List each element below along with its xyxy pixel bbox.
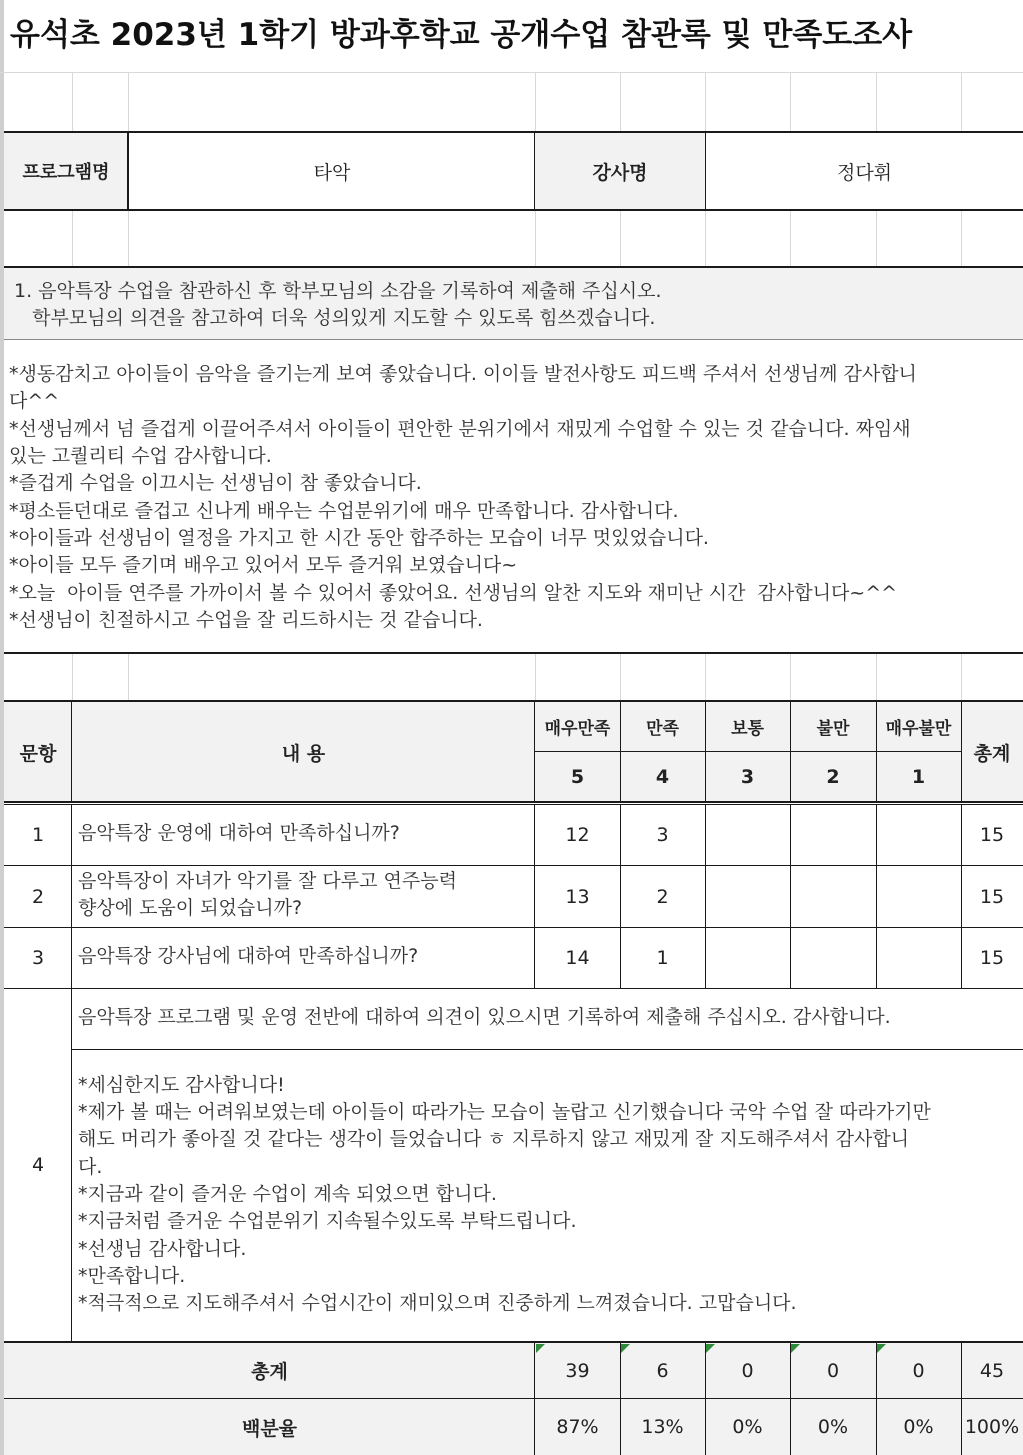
comment-line: 다^^ bbox=[9, 390, 60, 412]
count-cell bbox=[876, 805, 961, 865]
comment-line: 해도 머리가 좋아질 것 같다는 생각이 들었습니다 ㅎ 지루하지 않고 재밌게 잘 지도해주셔서 감사합니 bbox=[78, 1128, 910, 1150]
summary-percent-label: 백분율 bbox=[241, 1417, 298, 1440]
rating-label: 만족 bbox=[646, 719, 679, 739]
border bbox=[876, 702, 877, 802]
summary-total-cell: 0 bbox=[741, 1359, 754, 1382]
border bbox=[961, 805, 962, 988]
instructor-label: 강사명 bbox=[535, 133, 705, 209]
row-total: 15 bbox=[979, 885, 1005, 908]
summary-total-cell: 39 bbox=[565, 1359, 590, 1382]
border bbox=[790, 805, 791, 988]
summary-percent-cell: 87% bbox=[556, 1416, 599, 1438]
comment-line: *세심한지도 감사합니다! bbox=[78, 1074, 285, 1096]
row-question: 음악특장 강사님에 대하여 만족하십니까? bbox=[78, 945, 419, 967]
border bbox=[876, 1343, 877, 1455]
row-question: 음악특장이 자녀가 악기를 잘 다루고 연주능력 bbox=[78, 870, 457, 892]
rating-label: 보통 bbox=[731, 719, 764, 739]
rating-score: 2 bbox=[826, 766, 840, 788]
rating-score: 3 bbox=[740, 766, 755, 788]
gridline bbox=[961, 210, 962, 267]
instructor-value: 정다휘 bbox=[836, 161, 893, 184]
program-label: 프로그램명 bbox=[4, 133, 128, 209]
border bbox=[620, 805, 621, 988]
row-number: 1 bbox=[31, 824, 45, 846]
count-cell: 14 bbox=[565, 947, 590, 969]
comment-line: 다. bbox=[78, 1156, 103, 1178]
row-number: 3 bbox=[31, 947, 45, 969]
row-number: 2 bbox=[31, 885, 45, 908]
page-title: 유석초 2023년 1학기 방과후학교 공개수업 참관록 및 만족도조사 bbox=[10, 17, 913, 53]
summary-total-cell: 0 bbox=[912, 1359, 925, 1382]
gridline bbox=[790, 210, 791, 267]
gridline bbox=[535, 210, 536, 267]
count-cell bbox=[790, 928, 876, 988]
count-cell bbox=[790, 805, 876, 865]
count-cell: 2 bbox=[656, 885, 669, 908]
rating-label: 매우만족 bbox=[544, 719, 611, 739]
gridline bbox=[961, 653, 962, 701]
count-cell bbox=[790, 866, 876, 927]
gridline bbox=[535, 72, 536, 132]
gridline bbox=[620, 653, 621, 701]
count-cell: 1 bbox=[656, 947, 669, 969]
count-cell: 13 bbox=[565, 885, 590, 908]
summary-total-cell: 0 bbox=[826, 1359, 840, 1382]
formula-marker-icon bbox=[621, 1344, 630, 1353]
row-total: 15 bbox=[979, 947, 1005, 969]
border bbox=[876, 805, 877, 988]
summary-percent-cell: 0% bbox=[903, 1416, 934, 1438]
divider bbox=[4, 339, 1023, 340]
border bbox=[4, 209, 1023, 211]
section1-line: 1. 음악특장 수업을 참관하신 후 학부모님의 소감을 기록하여 제출해 주십시오. bbox=[14, 280, 662, 302]
gridline bbox=[705, 653, 706, 701]
program-value: 타악 bbox=[313, 161, 351, 184]
gridline bbox=[705, 72, 706, 132]
rating-score: 4 bbox=[655, 766, 670, 788]
summary-total-label: 총계 bbox=[251, 1361, 288, 1383]
border bbox=[705, 805, 706, 988]
gridline bbox=[876, 210, 877, 267]
gridline bbox=[128, 210, 129, 267]
q4-prompt: 음악특장 프로그램 및 운영 전반에 대하여 의견이 있으시면 기록하여 제출해 주십시오. 감사합니다. bbox=[78, 1006, 891, 1028]
col-total-header: 총계 bbox=[973, 742, 1011, 765]
border bbox=[790, 702, 791, 802]
count-cell bbox=[705, 866, 790, 927]
summary-total-cell: 6 bbox=[656, 1359, 669, 1382]
comment-line: *선생님이 친절하시고 수업을 잘 리드하시는 것 같습니다. bbox=[9, 609, 483, 631]
border bbox=[4, 988, 1023, 989]
gridline bbox=[72, 72, 73, 132]
row-question: 향상에 도움이 되었습니까? bbox=[78, 897, 303, 919]
border bbox=[534, 1343, 535, 1455]
gridline bbox=[72, 653, 73, 701]
count-cell bbox=[705, 805, 790, 865]
comment-line: *아이들 모두 즐기며 배우고 있어서 모두 즐거워 보였습니다~ bbox=[9, 554, 518, 576]
formula-marker-icon bbox=[791, 1344, 800, 1353]
comment-line: *선생님께서 넘 즐겁게 이끌어주셔서 아이들이 편안한 분위기에서 재밌게 수업할 수 있는 것 같습니다. 짜임새 bbox=[9, 418, 911, 440]
comment-line: *아이들과 선생님이 열정을 가지고 한 시간 동안 합주하는 모습이 너무 멋있었습니다. bbox=[9, 527, 709, 549]
gridline bbox=[620, 210, 621, 267]
border bbox=[705, 1343, 706, 1455]
comment-line: *적극적으로 지도해주셔서 수업시간이 재미있으며 진중하게 느껴졌습니다. 고맙습니다. bbox=[78, 1292, 797, 1314]
gridline bbox=[790, 653, 791, 701]
gridline bbox=[876, 72, 877, 132]
gridline bbox=[0, 72, 1023, 73]
col-content-header: 내 용 bbox=[281, 742, 326, 765]
comment-line: *즐겁게 수업을 이끄시는 선생님이 참 좋았습니다. bbox=[9, 472, 422, 494]
comment-line: *지금처럼 즐거운 수업분위기 지속될수있도록 부탁드립니다. bbox=[78, 1210, 577, 1232]
rating-label: 매우불만 bbox=[885, 719, 952, 739]
gridline bbox=[535, 653, 536, 701]
comment-line: *오늘 아이들 연주를 가까이서 볼 수 있어서 좋았어요. 선생님의 알찬 지도와 재미난 시간 감사합니다~^^ bbox=[9, 582, 898, 604]
rating-score: 1 bbox=[911, 766, 926, 788]
section1-line: 학부모님의 의견을 참고하여 더욱 성의있게 지도할 수 있도록 힘쓰겠습니다. bbox=[14, 307, 656, 329]
border bbox=[534, 805, 535, 988]
comment-line: 있는 고퀄리티 수업 감사합니다. bbox=[9, 445, 272, 467]
gridline bbox=[876, 653, 877, 701]
q4-number: 4 bbox=[31, 1154, 45, 1176]
count-cell bbox=[876, 928, 961, 988]
comment-line: *만족합니다. bbox=[78, 1265, 186, 1287]
gridline bbox=[620, 72, 621, 132]
summary-percent-cell: 13% bbox=[641, 1416, 684, 1438]
border bbox=[620, 702, 621, 802]
border bbox=[620, 1343, 621, 1455]
gridline bbox=[72, 210, 73, 267]
formula-marker-icon bbox=[536, 1344, 545, 1353]
rating-score: 5 bbox=[570, 766, 585, 788]
gridline bbox=[128, 72, 129, 132]
row-total: 15 bbox=[979, 824, 1005, 846]
formula-marker-icon bbox=[706, 1344, 715, 1353]
comment-line: *지금과 같이 즐거운 수업이 계속 되었으면 합니다. bbox=[78, 1183, 497, 1205]
border bbox=[790, 1343, 791, 1455]
border bbox=[4, 652, 1023, 654]
count-cell: 3 bbox=[656, 824, 669, 846]
count-cell: 12 bbox=[565, 824, 590, 846]
gridline bbox=[790, 72, 791, 132]
summary-percent-cell: 0% bbox=[817, 1416, 849, 1438]
comment-line: *생동감치고 아이들이 음악을 즐기는게 보여 좋았습니다. 이이들 발전사항도 피드백 주셔서 선생님께 감사합니 bbox=[9, 363, 917, 385]
gridline bbox=[705, 210, 706, 267]
border bbox=[4, 801, 1023, 803]
border bbox=[961, 1343, 962, 1455]
summary-percent-total: 100% bbox=[964, 1416, 1020, 1438]
formula-marker-icon bbox=[877, 1344, 886, 1353]
border bbox=[72, 1049, 1023, 1050]
comment-line: *평소듣던대로 즐겁고 신나게 배우는 수업분위기에 매우 만족합니다. 감사합니다. bbox=[9, 500, 679, 522]
col-item-header: 문항 bbox=[19, 742, 57, 765]
rating-label: 불만 bbox=[816, 719, 850, 739]
summary-percent-cell: 0% bbox=[732, 1416, 763, 1438]
gridline bbox=[128, 653, 129, 701]
border bbox=[705, 702, 706, 802]
count-cell bbox=[705, 928, 790, 988]
summary-grand-total: 45 bbox=[979, 1359, 1005, 1382]
count-cell bbox=[876, 866, 961, 927]
comment-line: *제가 볼 때는 어려워보였는데 아이들이 따라가는 모습이 놀랍고 신기했습니다 국악 수업 잘 따라가기만 bbox=[78, 1101, 931, 1123]
gridline bbox=[961, 72, 962, 132]
row-question: 음악특장 운영에 대하여 만족하십니까? bbox=[78, 822, 400, 844]
comment-line: *선생님 감사합니다. bbox=[78, 1238, 247, 1260]
